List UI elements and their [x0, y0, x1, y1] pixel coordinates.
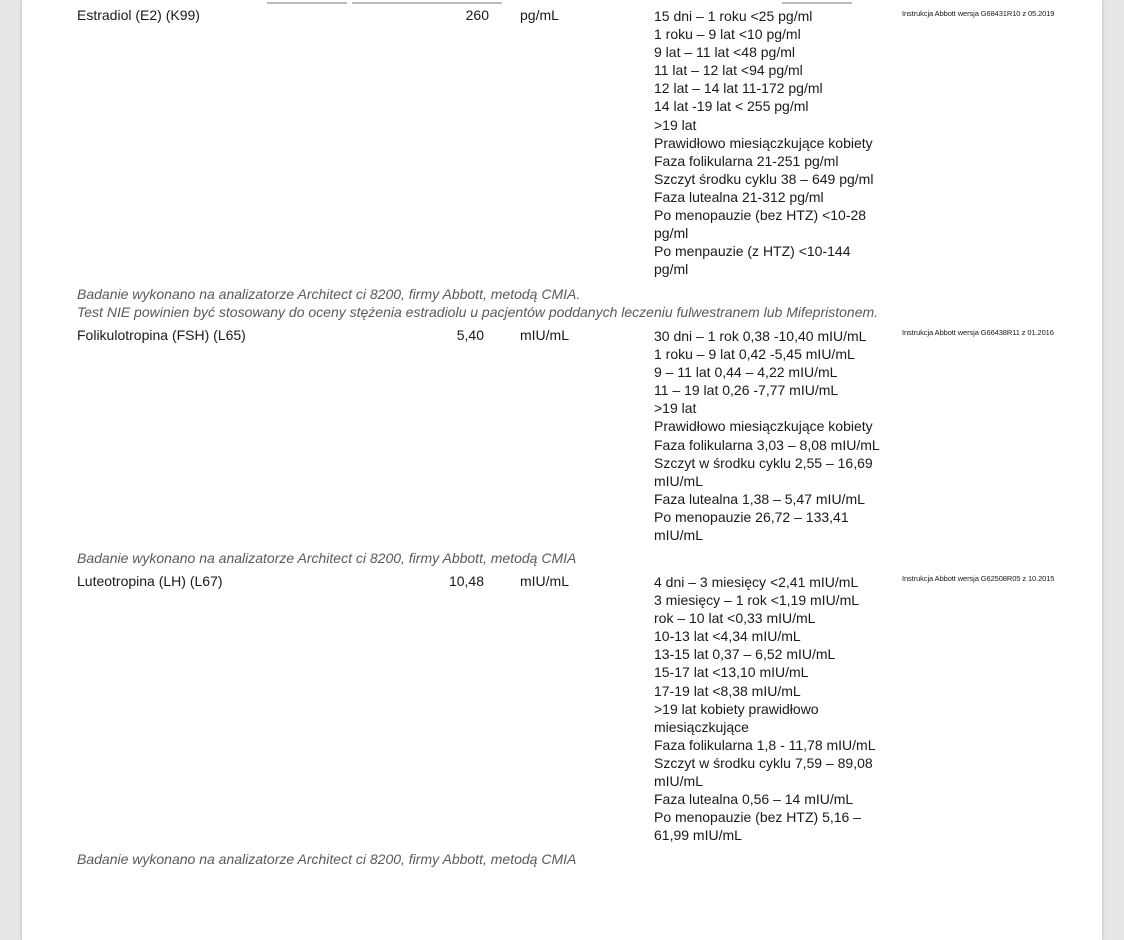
reference-line: Po menopauzie (bez HTZ) 5,16 –: [654, 809, 861, 826]
result-value-lh: 10,48: [448, 573, 484, 589]
instruction-version-fsh: Instrukcja Abbott wersja G66438R11 z 01.2016: [902, 328, 1054, 337]
reference-line: Po menopauzie (bez HTZ) <10-28: [654, 207, 867, 224]
reference-line: Szczyt w środku cyklu 2,55 – 16,69: [654, 454, 873, 471]
reference-line: Faza folikularna 3,03 – 8,08 mIU/mL: [654, 436, 880, 453]
reference-line: 4 dni – 3 miesięcy <2,41 mIU/mL: [654, 574, 859, 590]
test-name-fsh: Folikulotropina (FSH) (L65): [77, 327, 246, 343]
reference-line: 3 miesięcy – 1 rok <1,19 mIU/mL: [654, 592, 860, 609]
result-value-fsh: 5,40: [456, 327, 484, 343]
reference-line: 61,99 mIU/mL: [654, 827, 742, 844]
warning-note-estradiol: Test NIE powinien być stosowany do oceny stężenia estradiolu u pacjentów poddanych leczeniu fulwestranem lub Mifepristonem.: [77, 304, 879, 320]
method-note-estradiol: Badanie wykonano na analizatorze Architect ci 8200, firmy Abbott, metodą CMIA.: [77, 286, 581, 302]
result-unit-fsh: mIU/mL: [520, 327, 569, 343]
method-note-lh: Badanie wykonano na analizatorze Architect ci 8200, firmy Abbott, metodą CMIA: [77, 851, 577, 867]
reference-line: 30 dni – 1 rok 0,38 -10,40 mIU/mL: [654, 328, 867, 344]
reference-line: >19 lat: [654, 400, 697, 417]
reference-line: pg/ml: [654, 261, 689, 278]
reference-ranges-fsh: [654, 327, 880, 544]
reference-line: mIU/mL: [654, 472, 703, 489]
reference-line: 15-17 lat <13,10 mIU/mL: [654, 664, 809, 681]
reference-line: 11 – 19 lat 0,26 -7,77 mIU/mL: [654, 382, 839, 399]
reference-line: Faza folikularna 21-251 pg/ml: [654, 152, 839, 169]
reference-line: 1 roku – 9 lat <10 pg/ml: [654, 26, 801, 43]
test-name-lh: Luteotropina (LH) (L67): [77, 573, 223, 589]
reference-line: 9 lat – 11 lat <48 pg/ml: [654, 44, 795, 61]
reference-line: Po menopauzie 26,72 – 133,41: [654, 508, 849, 525]
reference-line: >19 lat kobiety prawidłowo: [654, 700, 819, 717]
reference-line: 14 lat -19 lat < 255 pg/ml: [654, 98, 809, 115]
reference-line: Prawidłowo miesiączkujące kobiety: [654, 134, 873, 151]
reference-line: 11 lat – 12 lat <94 pg/ml: [654, 62, 803, 79]
reference-line: Prawidłowo miesiączkujące kobiety: [654, 418, 873, 435]
reference-line: >19 lat: [654, 116, 697, 133]
reference-ranges-estradiol: [654, 7, 873, 278]
instruction-version-estradiol: Instrukcja Abbott wersja G68431R10 z 05.2019: [902, 9, 1055, 18]
instruction-version-lh: Instrukcja Abbott wersja G62508R05 z 10.2015: [902, 574, 1055, 583]
reference-line: mIU/mL: [654, 773, 703, 790]
reference-line: miesiączkujące: [654, 718, 749, 735]
reference-line: Faza lutealna 1,38 – 5,47 mIU/mL: [654, 490, 865, 507]
test-name-estradiol: Estradiol (E2) (K99): [77, 7, 200, 23]
reference-line: 10-13 lat <4,34 mIU/mL: [654, 628, 801, 645]
reference-line: Faza folikularna 1,8 - 11,78 mIU/mL: [654, 736, 876, 753]
result-unit-estradiol: pg/mL: [520, 7, 559, 23]
reference-line: 1 roku – 9 lat 0,42 -5,45 mIU/mL: [654, 346, 855, 363]
method-note-fsh: Badanie wykonano na analizatorze Architect ci 8200, firmy Abbott, metodą CMIA: [77, 550, 577, 566]
cropped-previous-line: [22, 0, 1102, 3]
result-unit-lh: mIU/mL: [520, 573, 569, 589]
lab-report-page: [22, 0, 1102, 940]
reference-line: Faza lutealna 21-312 pg/ml: [654, 188, 824, 205]
reference-line: 17-19 lat <8,38 mIU/mL: [654, 682, 801, 699]
reference-line: 15 dni – 1 roku <25 pg/ml: [654, 8, 813, 24]
reference-line: Szczyt środku cyklu 38 – 649 pg/ml: [654, 170, 874, 187]
reference-line: Szczyt w środku cyklu 7,59 – 89,08: [654, 754, 873, 771]
reference-line: rok – 10 lat <0,33 mIU/mL: [654, 610, 816, 627]
result-value-estradiol: 260: [465, 7, 489, 23]
reference-line: mIU/mL: [654, 527, 703, 544]
reference-line: 12 lat – 14 lat 11-172 pg/ml: [654, 80, 823, 97]
reference-line: 9 – 11 lat 0,44 – 4,22 mIU/mL: [654, 364, 838, 381]
reference-line: Po menpauzie (z HTZ) <10-144: [654, 243, 851, 260]
reference-line: pg/ml: [654, 225, 689, 242]
reference-line: 13-15 lat 0,37 – 6,52 mIU/mL: [654, 646, 836, 663]
reference-line: Faza lutealna 0,56 – 14 mIU/mL: [654, 791, 854, 808]
reference-ranges-lh: [654, 573, 876, 844]
